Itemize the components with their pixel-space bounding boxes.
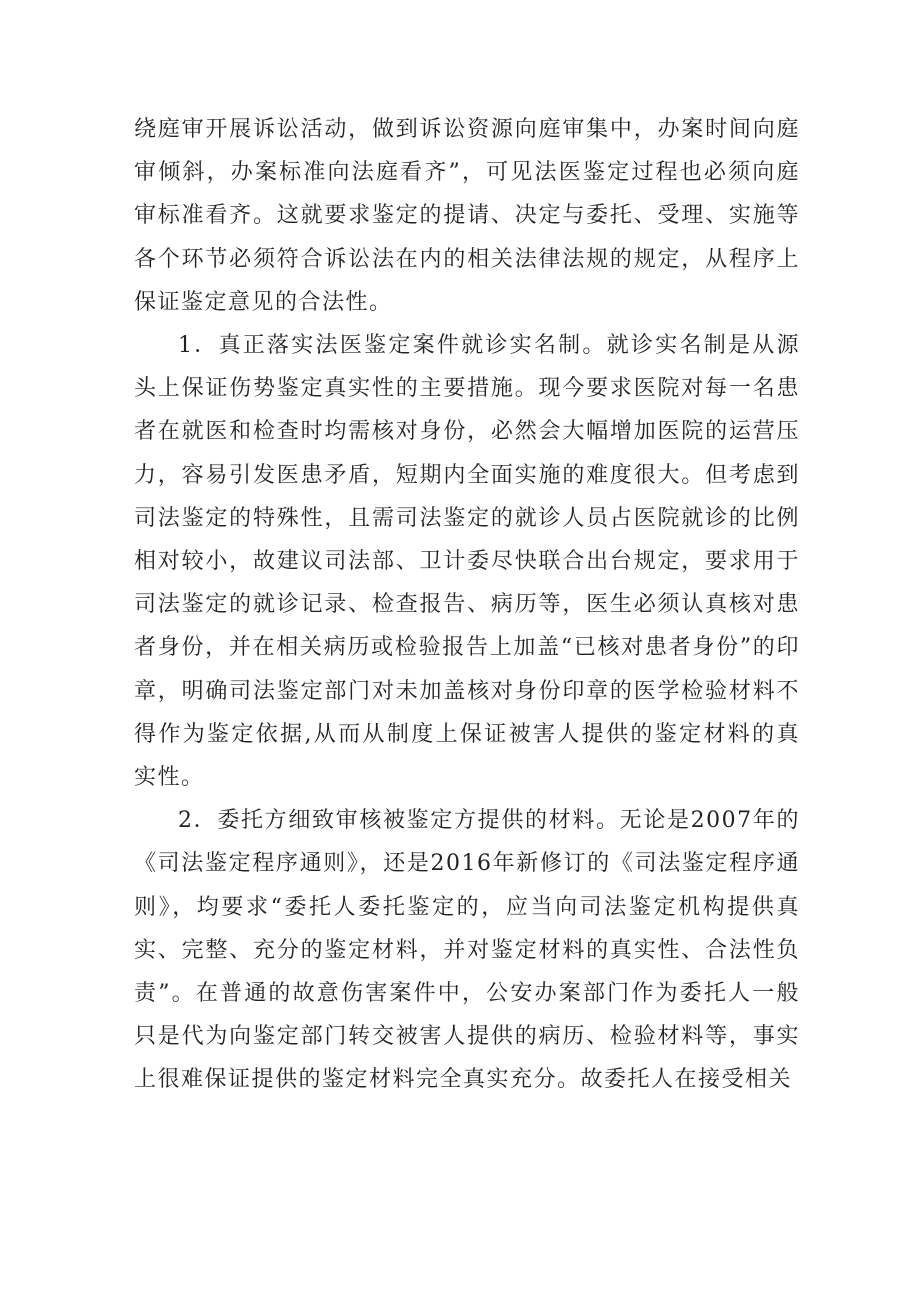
- body-text: [134, 108, 800, 1102]
- paragraph-item-2: 2．委托方细致审核被鉴定方提供的材料。无论是2007年的《司法鉴定程序通则》，还是2016年新修订的《司法鉴定程序通则》，均要求“委托人委托鉴定的，应当向司法鉴定机构提供真实、完整、充分的鉴定材料，并对鉴定材料的真实性、合法性负责”。在普通的故意伤害案件中，公安办案部门作为委托人一般只是代为向鉴定部门转交被害人提供的病历、检验材料等，事实上很难保证提供的鉴定材料完全真实充分。故委托人在接受相关: [134, 808, 800, 1093]
- paragraph-continuation: 绕庭审开展诉讼活动，做到诉讼资源向庭审集中，办案时间向庭审倾斜，办案标准向法庭看齐”，可见法医鉴定过程也必须向庭审标准看齐。这就要求鉴定的提请、决定与委托、受理、实施等各个环节必须符合诉讼法在内的相关法律法规的规定，从程序上保证鉴定意见的合法性。: [134, 117, 800, 315]
- paragraph-item-1: 1．真正落实法医鉴定案件就诊实名制。就诊实名制是从源头上保证伤势鉴定真实性的主要措施。现今要求医院对每一名患者在就医和检查时均需核对身份，必然会大幅增加医院的运营压力，容易引发医患矛盾，短期内全面实施的难度很大。但考虑到司法鉴定的特殊性，且需司法鉴定的就诊人员占医院就诊的比例相对较小，故建议司法部、卫计委尽快联合出台规定，要求用于司法鉴定的就诊记录、检查报告、病历等，医生必须认真核对患者身份，并在相关病历或检验报告上加盖“已核对患者身份”的印章，明确司法鉴定部门对未加盖核对身份印章的医学检验材料不得作为鉴定依据,从而从制度上保证被害人提供的鉴定材料的真实性。: [134, 333, 800, 791]
